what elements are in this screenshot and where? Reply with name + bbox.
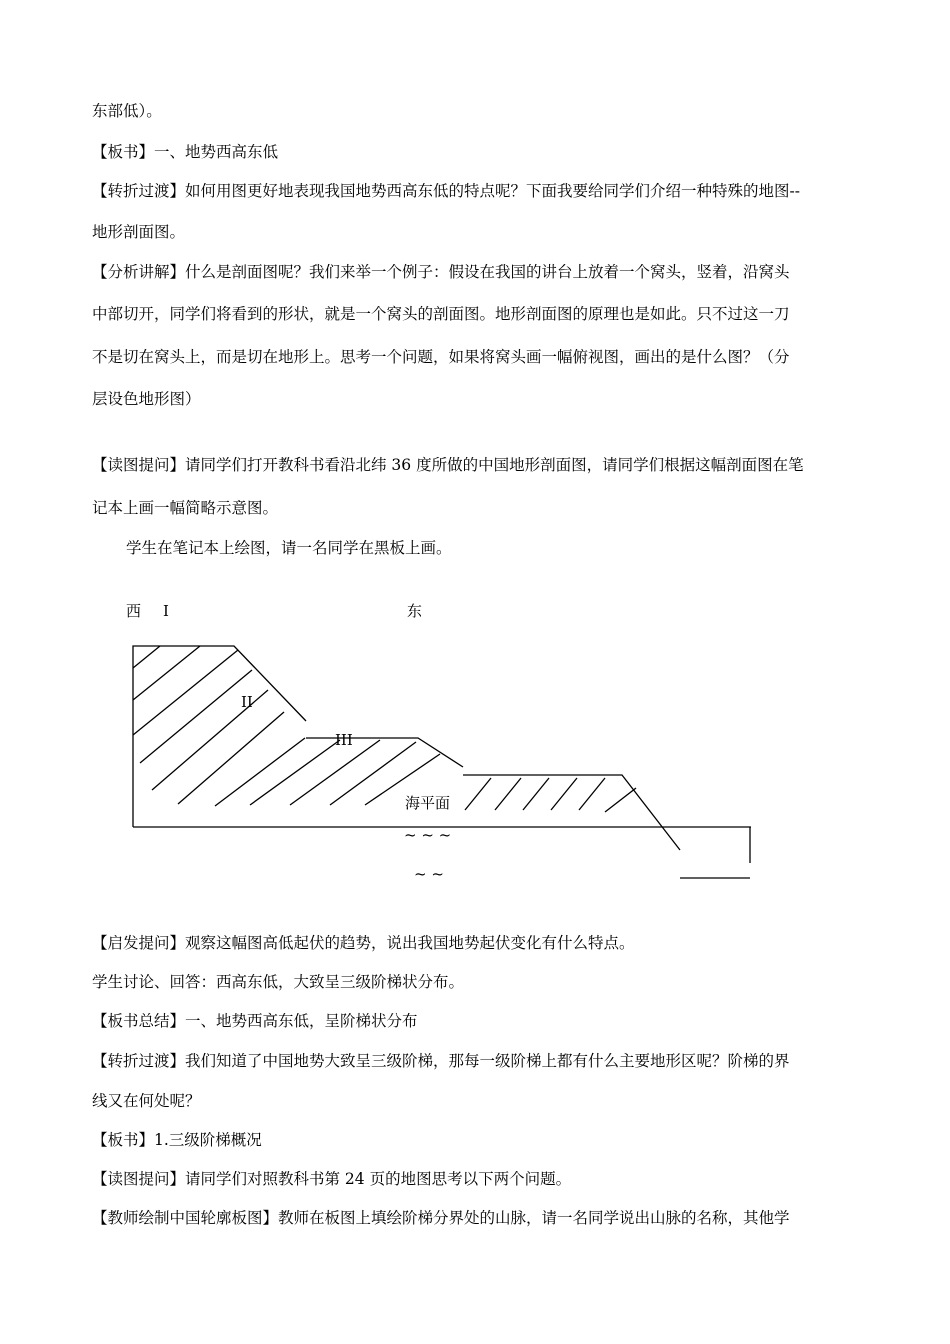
text-line: 【板书总结】一、地势西高东低，呈阶梯状分布	[92, 1012, 418, 1030]
text-line: 【启发提问】观察这幅图高低起伏的趋势，说出我国地势起伏变化有什么特点。	[92, 934, 635, 952]
step-3-label: III	[335, 731, 353, 749]
text-line: 学生在笔记本上绘图，请一名同学在黑板上画。	[126, 539, 452, 557]
terrain-outline	[133, 646, 306, 827]
text-line: 【板书】1.三级阶梯概况	[92, 1131, 262, 1149]
terrain-outline	[463, 775, 680, 850]
hatching	[133, 646, 636, 812]
text-line: 【读图提问】请同学们打开教科书看沿北纬 36 度所做的中国地形剖面图，请同学们根据这幅剖面图在笔	[92, 456, 804, 474]
text-line: 【转折过渡】我们知道了中国地势大致呈三级阶梯，那每一级阶梯上都有什么主要地形区呢？阶梯的界	[92, 1052, 790, 1070]
text-line: 线又在何处呢？	[92, 1092, 201, 1110]
text-line: 【教师绘制中国轮廓板图】教师在板图上填绘阶梯分界处的山脉，请一名同学说出山脉的名称，其他学	[92, 1209, 790, 1227]
waves-mark: ~ ~ ~	[404, 826, 452, 844]
text-line: 层设色地形图）	[92, 390, 201, 408]
text-line: 【板书】一、地势西高东低	[92, 143, 279, 161]
text-line: 【分析讲解】什么是剖面图呢？我们来举一个例子：假设在我国的讲台上放着一个窝头，竖着，沿窝头	[92, 263, 790, 281]
text-line: 中部切开，同学们将看到的形状，就是一个窝头的剖面图。地形剖面图的原理也是如此。只不过这一刀	[92, 305, 790, 323]
east-label: 东	[407, 602, 423, 620]
terrain-outline	[306, 738, 463, 767]
text-line: 不是切在窝头上，而是切在地形上。思考一个问题，如果将窝头画一幅俯视图，画出的是什么图？（分	[92, 348, 790, 366]
text-line: 学生讨论、回答：西高东低，大致呈三级阶梯状分布。	[92, 973, 465, 991]
text-line: 【读图提问】请同学们对照教科书第 24 页的地图思考以下两个问题。	[92, 1170, 572, 1188]
step-1-label: I	[163, 602, 169, 620]
text-line: 【转折过渡】如何用图更好地表现我国地势西高东低的特点呢？下面我要给同学们介绍一种特殊的地图--	[92, 182, 800, 200]
step-2-label: II	[241, 693, 253, 711]
text-line: 地形剖面图。	[92, 223, 186, 241]
waves-mark: ~ ~	[414, 865, 444, 883]
text-line: 记本上画一幅简略示意图。	[92, 499, 279, 517]
west-label: 西	[126, 602, 142, 620]
sea-level-label: 海平面	[405, 794, 451, 812]
text-line: 东部低）。	[92, 102, 162, 120]
